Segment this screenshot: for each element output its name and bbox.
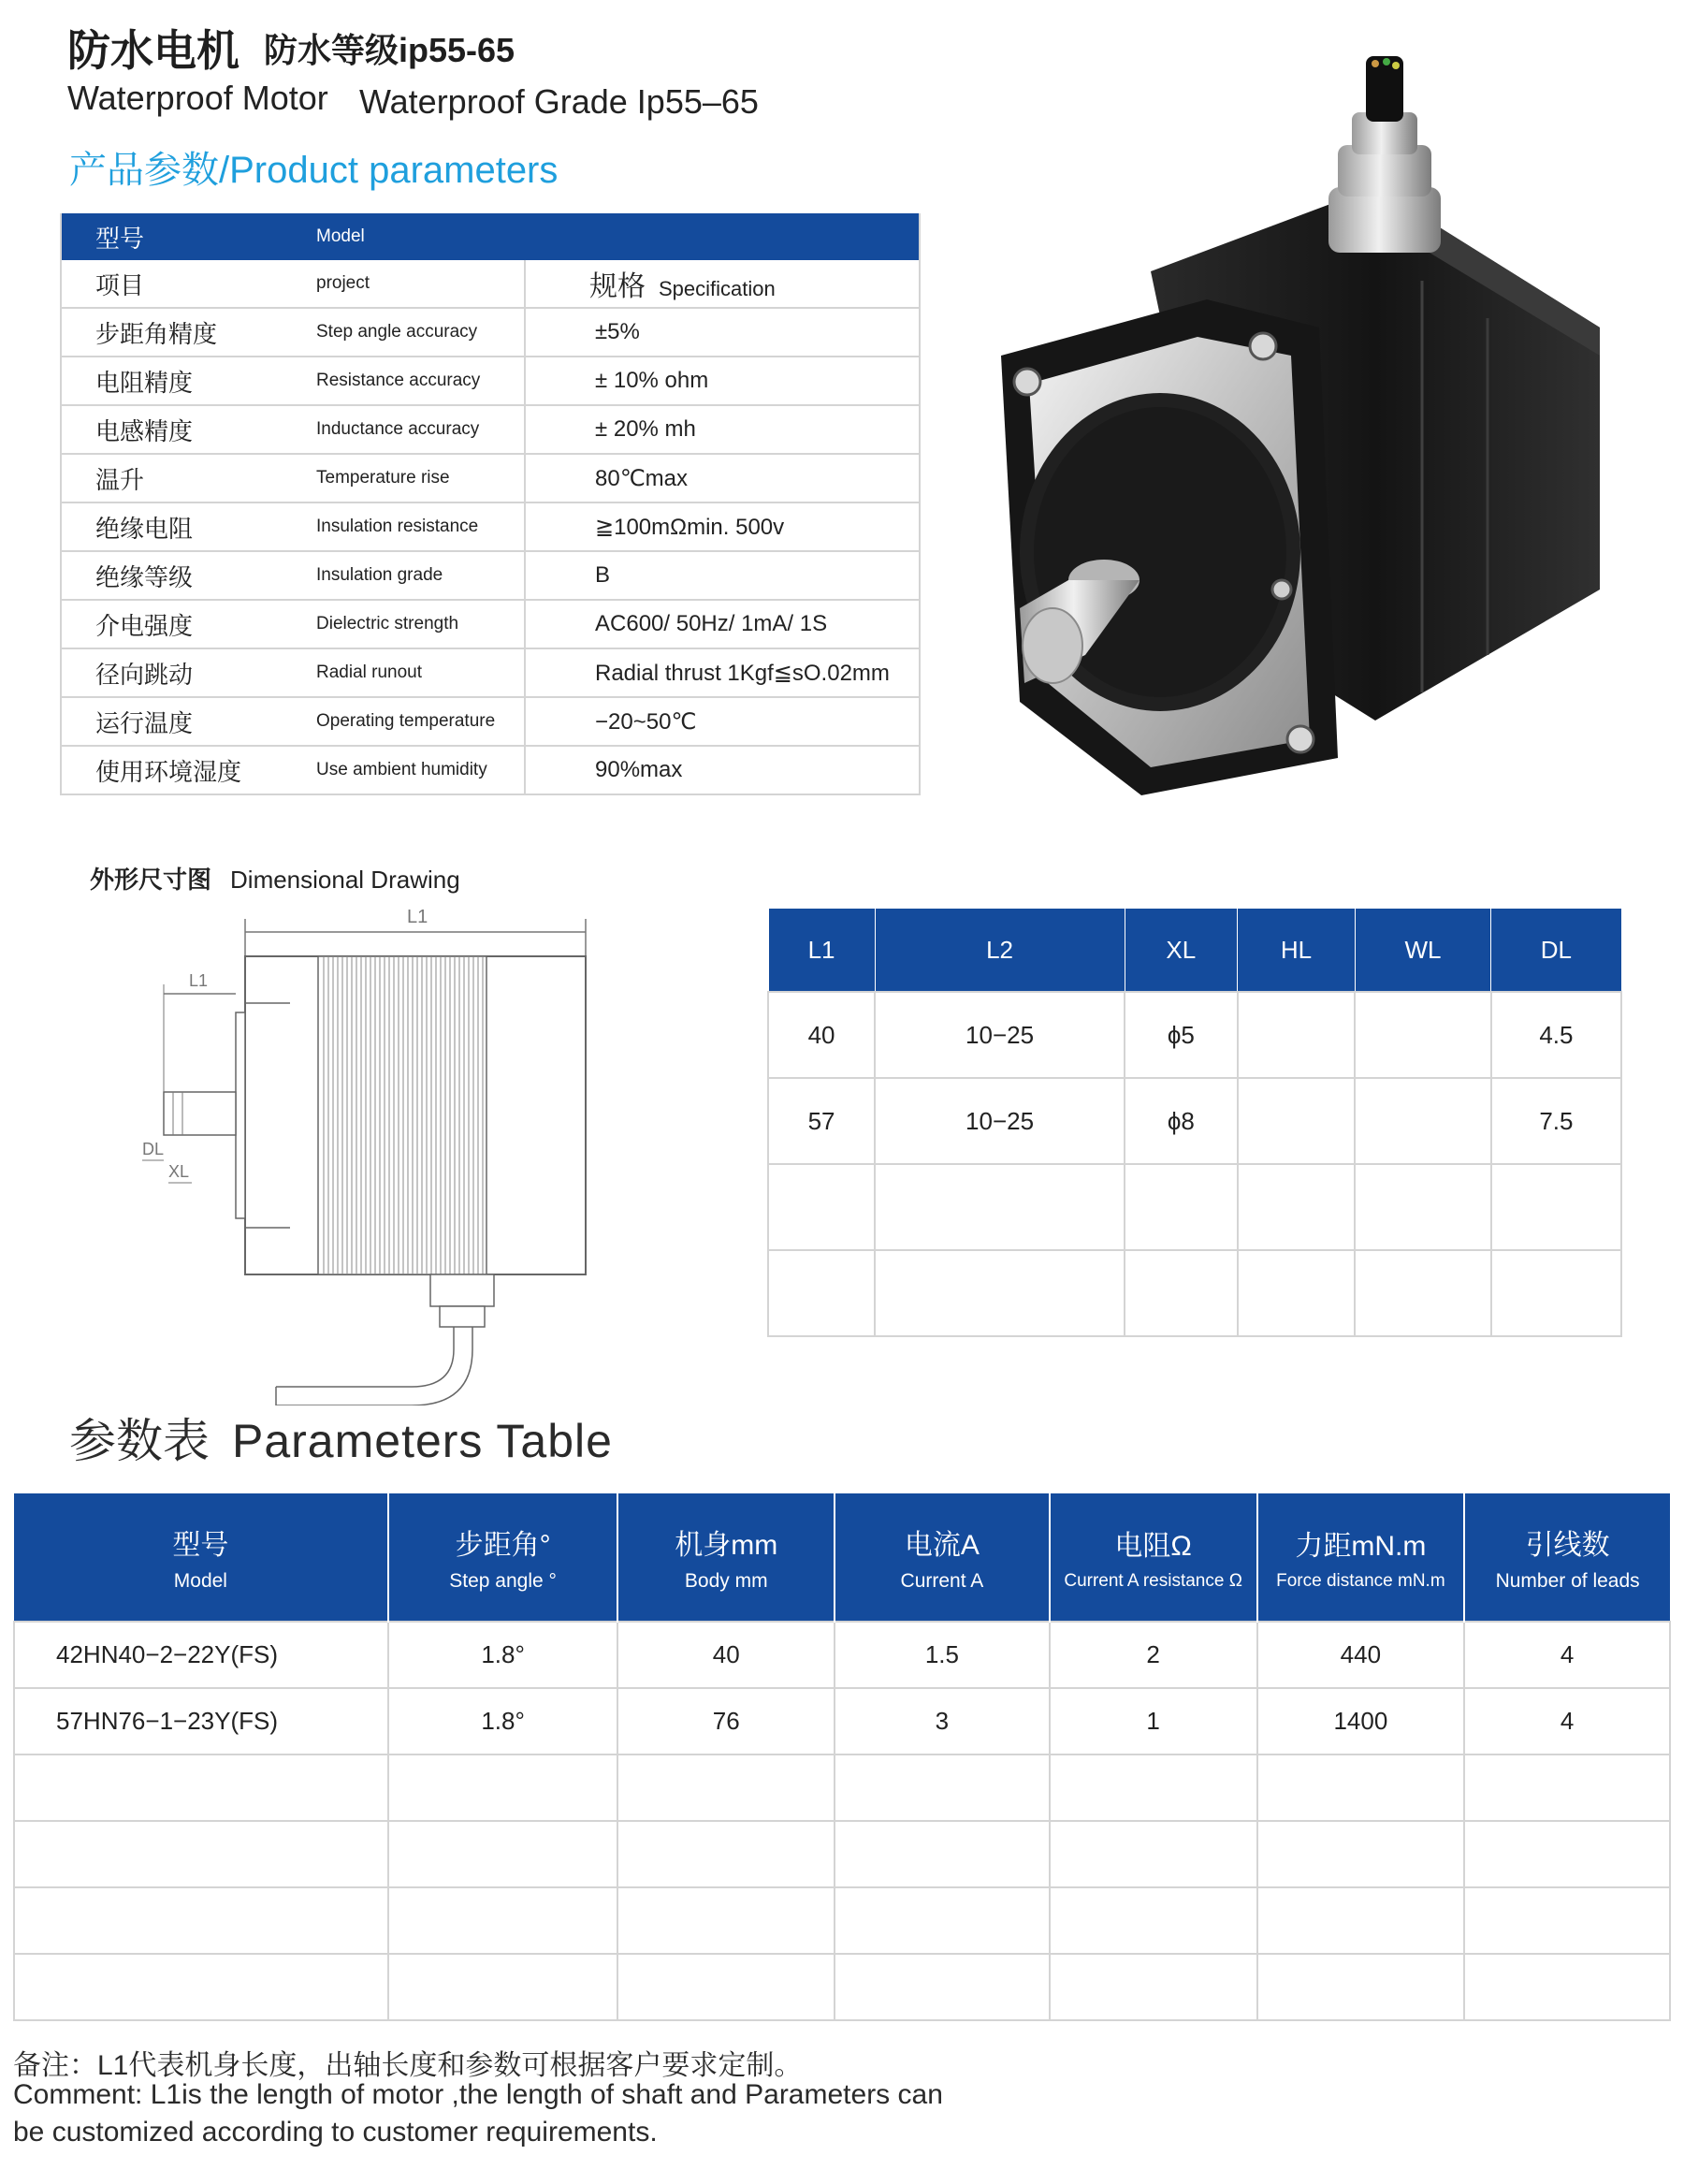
table-cell [768, 1250, 875, 1336]
table-cell [1464, 1754, 1670, 1821]
table-cell [1355, 1078, 1491, 1164]
header-cn: 电流A [904, 1530, 980, 1561]
table-cell [1238, 1164, 1356, 1250]
table-cell [875, 1164, 1125, 1250]
table-cell [1491, 1164, 1621, 1250]
header-en: Step angle ° [449, 1570, 557, 1592]
table-cell [617, 1754, 835, 1821]
table-cell [1355, 1164, 1491, 1250]
column-header-model [14, 1493, 388, 1622]
table-cell [1238, 992, 1356, 1078]
column-header: DL [1491, 909, 1621, 993]
note-en-line2: be customized according to customer requirements. [13, 2117, 658, 2148]
header-cn: 引线数 [1525, 1530, 1610, 1561]
table-cell: 7.5 [1491, 1078, 1621, 1164]
table-cell: 10−25 [875, 1078, 1125, 1164]
parameters-table [13, 1493, 1671, 2021]
table-row [14, 1887, 1670, 1954]
column-header-body [617, 1493, 835, 1622]
row-label-cn: 绝缘等级 [61, 551, 316, 600]
table-cell [1050, 1754, 1257, 1821]
header-cn: 机身mm [675, 1530, 778, 1561]
row-value: 80℃max [525, 454, 920, 502]
header-en: Force distance mN.m [1276, 1571, 1445, 1591]
row-label-cn: 运行温度 [61, 697, 316, 746]
header-cn: 型号 [172, 1530, 229, 1561]
table-cell [1491, 1250, 1621, 1336]
page-subtitle: 防水等级ip55-65 [264, 31, 515, 69]
column-header-resistance [1050, 1493, 1257, 1622]
table-cell: 1 [1050, 1688, 1257, 1754]
row-value: AC600/ 50Hz/ 1mA/ 1S [525, 600, 920, 648]
table-cell: 1.8° [388, 1622, 618, 1688]
table-cell [1238, 1250, 1356, 1336]
dimension-table [767, 908, 1622, 1337]
row-value: ± 20% mh [525, 405, 920, 454]
table-cell [1125, 1164, 1238, 1250]
row-label-cn: 项目 [61, 260, 316, 308]
table-cell: 1.5 [835, 1622, 1050, 1688]
table-cell [835, 1887, 1050, 1954]
table-cell: 4.5 [1491, 992, 1621, 1078]
dimensional-drawing [131, 900, 599, 1405]
table-header-row [768, 909, 1621, 993]
table-cell [1050, 1821, 1257, 1887]
table-cell: 40 [617, 1622, 835, 1688]
table-cell [1257, 1954, 1465, 2020]
table-row [61, 357, 920, 405]
table-cell [617, 1887, 835, 1954]
table-cell: 3 [835, 1688, 1050, 1754]
row-value: ±5% [525, 308, 920, 357]
row-value [525, 260, 920, 308]
waterproof-motor-image [982, 47, 1637, 833]
note-en-line1: Comment: L1is the length of motor ,the length of shaft and Parameters can [13, 2079, 943, 2110]
row-value: ≧100mΩmin. 500v [525, 502, 920, 551]
row-label-en: Radial runout [316, 648, 525, 697]
table-cell [835, 1754, 1050, 1821]
column-header: HL [1238, 909, 1356, 993]
page-subtitle-en: Waterproof Grade Ip55–65 [359, 82, 759, 121]
table-row [61, 260, 920, 308]
table-row [61, 551, 920, 600]
table-cell: ϕ5 [1125, 992, 1238, 1078]
spec-label-en: Specification [659, 277, 776, 300]
table-cell [1050, 1887, 1257, 1954]
table-cell [1464, 1821, 1670, 1887]
table-row [14, 1622, 1670, 1688]
header-cn: 力距mN.m [1295, 1531, 1427, 1562]
table-cell [1238, 1078, 1356, 1164]
header-en: Number of leads [1495, 1570, 1640, 1592]
table-row [61, 746, 920, 794]
row-label-cn: 电感精度 [61, 405, 316, 454]
row-label-en: Insulation resistance [316, 502, 525, 551]
row-label-en: Resistance accuracy [316, 357, 525, 405]
header-en: Current A resistance Ω [1064, 1571, 1242, 1591]
header-en: Model [173, 1570, 227, 1592]
row-label-cn: 电阻精度 [61, 357, 316, 405]
table-cell [1464, 1887, 1670, 1954]
row-label-cn: 使用环境湿度 [61, 746, 316, 794]
spec-label-cn: 规格 [589, 271, 646, 302]
dim-label-l1-side: L1 [189, 971, 209, 990]
table-cell [768, 1164, 875, 1250]
row-label-en: Use ambient humidity [316, 746, 525, 794]
dim-label-dl: DL [142, 1140, 165, 1158]
table-cell [617, 1954, 835, 2020]
header-en: Current A [900, 1570, 984, 1592]
table-row [61, 648, 920, 697]
parameters-table-title [69, 1404, 613, 1471]
table-row [14, 1688, 1670, 1754]
table-cell [1257, 1887, 1465, 1954]
note-cn: 备注：L1代表机身长度，出轴长度和参数可根据客户要求定制。 [13, 2050, 803, 2081]
row-label-cn: 介电强度 [61, 600, 316, 648]
table-cell [1257, 1754, 1465, 1821]
page-title-en: Waterproof Motor [67, 79, 328, 117]
header-cn: 步距角° [455, 1530, 551, 1561]
table-cell: 57HN76−1−23Y(FS) [14, 1688, 388, 1754]
table-cell [617, 1821, 835, 1887]
table-cell [1355, 1250, 1491, 1336]
table-cell [1050, 1954, 1257, 2020]
table-row [61, 697, 920, 746]
table-cell: 4 [1464, 1688, 1670, 1754]
dimensional-title-en: Dimensional Drawing [230, 866, 460, 894]
table-header-row [14, 1493, 1670, 1622]
row-label-en: Insulation grade [316, 551, 525, 600]
column-header: L1 [768, 909, 875, 993]
header-blank [525, 213, 920, 260]
table-cell: 2 [1050, 1622, 1257, 1688]
row-label-en: Operating temperature [316, 697, 525, 746]
table-cell [14, 1821, 388, 1887]
table-cell: 76 [617, 1688, 835, 1754]
table-row [768, 1078, 1621, 1164]
table-row [14, 1821, 1670, 1887]
table-header-row [61, 213, 920, 260]
table-cell [14, 1754, 388, 1821]
parameters-title-en: Parameters Table [232, 1415, 613, 1467]
column-header: WL [1355, 909, 1491, 993]
column-header-step-angle [388, 1493, 618, 1622]
row-label-en: Inductance accuracy [316, 405, 525, 454]
row-label-en: Temperature rise [316, 454, 525, 502]
table-row [14, 1754, 1670, 1821]
row-label-en: Step angle accuracy [316, 308, 525, 357]
row-value: −20~50℃ [525, 697, 920, 746]
dim-label-xl: XL [168, 1162, 190, 1181]
header-model-en: Model [316, 213, 525, 260]
dimensional-title-cn: 外形尺寸图 [90, 866, 212, 894]
table-cell [1464, 1954, 1670, 2020]
column-header-leads [1464, 1493, 1670, 1622]
table-cell: 57 [768, 1078, 875, 1164]
row-label-cn: 步距角精度 [61, 308, 316, 357]
table-cell [1355, 992, 1491, 1078]
table-row [14, 1954, 1670, 2020]
table-cell [388, 1821, 618, 1887]
table-cell [835, 1954, 1050, 2020]
row-label-en: Dielectric strength [316, 600, 525, 648]
parameters-title-cn: 参数表 [69, 1415, 210, 1467]
header-en: Body mm [684, 1570, 768, 1592]
table-cell: 1.8° [388, 1688, 618, 1754]
table-cell [835, 1821, 1050, 1887]
table-row [61, 405, 920, 454]
table-row [61, 308, 920, 357]
row-value: B [525, 551, 920, 600]
column-header-current [835, 1493, 1050, 1622]
table-cell [388, 1954, 618, 2020]
table-row [768, 1164, 1621, 1250]
table-cell [14, 1954, 388, 2020]
dim-label-l1-top: L1 [407, 907, 428, 927]
column-header: L2 [875, 909, 1125, 993]
table-cell: 1400 [1257, 1688, 1465, 1754]
table-cell: 40 [768, 992, 875, 1078]
table-cell: 42HN40−2−22Y(FS) [14, 1622, 388, 1688]
table-row [61, 454, 920, 502]
table-cell: 4 [1464, 1622, 1670, 1688]
table-cell: 10−25 [875, 992, 1125, 1078]
table-row [61, 600, 920, 648]
table-cell [875, 1250, 1125, 1336]
product-parameters-table [60, 213, 921, 795]
table-cell [1257, 1821, 1465, 1887]
column-header-force-distance [1257, 1493, 1465, 1622]
row-value: 90%max [525, 746, 920, 794]
row-label-cn: 径向跳动 [61, 648, 316, 697]
table-cell [388, 1754, 618, 1821]
table-row [768, 1250, 1621, 1336]
page-title: 防水电机 [67, 26, 240, 75]
column-header: XL [1125, 909, 1238, 993]
table-cell [1125, 1250, 1238, 1336]
table-cell [14, 1887, 388, 1954]
dimensional-drawing-title [90, 861, 460, 895]
section-title-product-parameters: 产品参数/Product parameters [69, 150, 559, 191]
table-cell: 440 [1257, 1622, 1465, 1688]
header-model-cn: 型号 [61, 213, 316, 260]
row-value: ± 10% ohm [525, 357, 920, 405]
table-cell [388, 1887, 618, 1954]
table-cell: ϕ8 [1125, 1078, 1238, 1164]
row-value: Radial thrust 1Kgf≦sO.02mm [525, 648, 920, 697]
header-cn: 电阻Ω [1114, 1531, 1192, 1562]
row-label-cn: 绝缘电阻 [61, 502, 316, 551]
row-label-cn: 温升 [61, 454, 316, 502]
table-row [61, 502, 920, 551]
row-label-en: project [316, 260, 525, 308]
table-row [768, 992, 1621, 1078]
